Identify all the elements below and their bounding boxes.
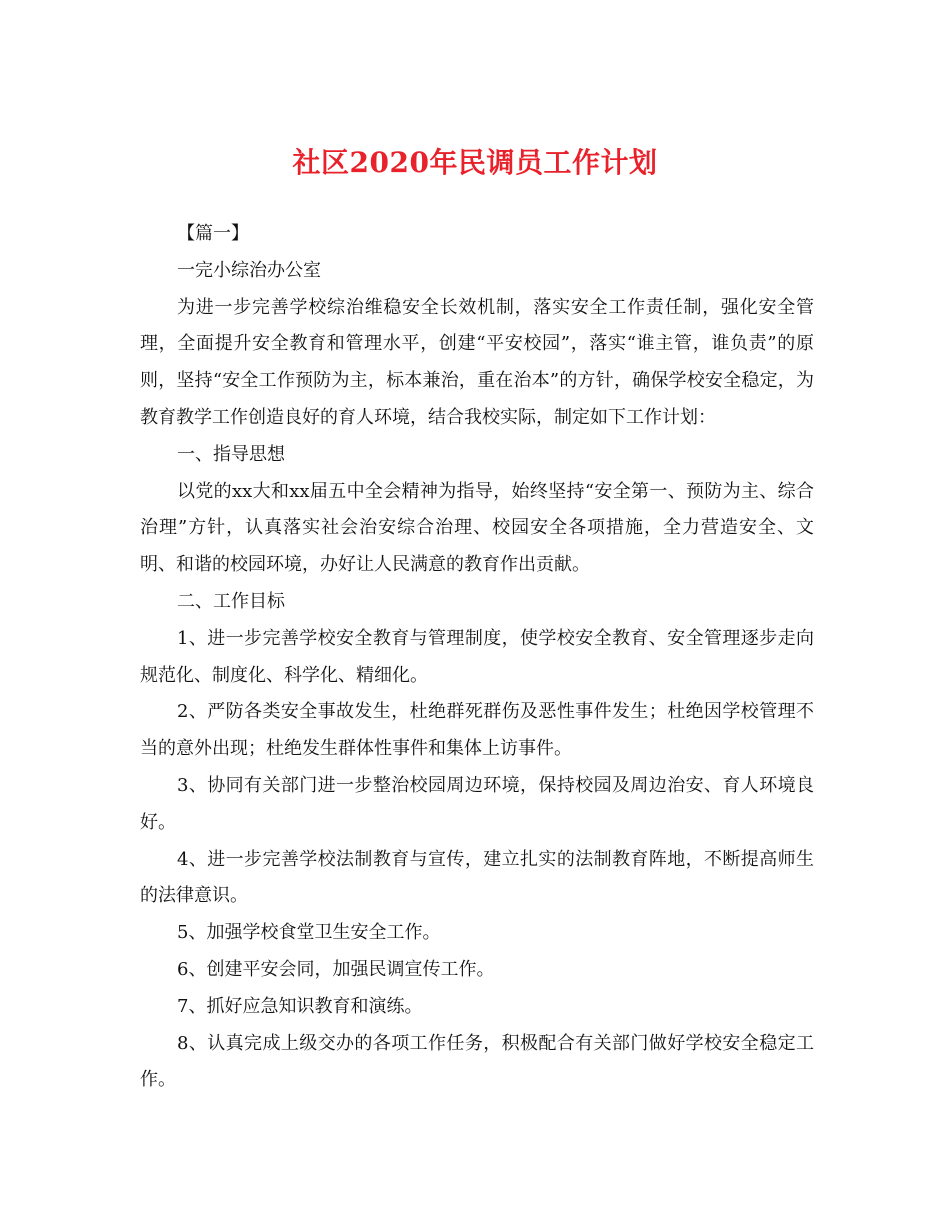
- goal-item: 4、进一步完善学校法制教育与宣传，建立扎实的法制教育阵地，不断提高师生的法律意识。: [140, 848, 814, 907]
- heading-guiding-ideology: 一、指导思想: [177, 443, 285, 465]
- document-title: 社区2020年民调员工作计划: [292, 146, 658, 179]
- goal-item: 1、进一步完善学校安全教育与管理制度，使学校安全教育、安全管理逐步走向规范化、制度化、科学化、精细化。: [140, 627, 814, 686]
- goal-item: 5、加强学校食堂卫生安全工作。: [177, 922, 441, 944]
- heading-work-goals: 二、工作目标: [177, 590, 285, 612]
- guiding-ideology-paragraph: 以党的xx大和xx届五中全会精神为指导，始终坚持“安全第一、预防为主、综合治理”方针，认真落实社会治安综合治理、校园安全各项措施，全力营造安全、文明、和谐的校园环境，办好让人民满意的教育作出贡献。: [140, 480, 814, 576]
- goal-item: 6、创建平安会同，加强民调宣传工作。: [177, 958, 495, 980]
- goal-item: 2、严防各类安全事故发生，杜绝群死群伤及恶性事件发生；杜绝因学校管理不当的意外出现；杜绝发生群体性事件和集体上访事件。: [140, 701, 814, 760]
- intro-paragraph: 为进一步完善学校综治维稳安全长效机制，落实安全工作责任制，强化安全管理，全面提升安全教育和管理水平，创建“平安校园”，落实“谁主管，谁负责”的原则，坚持“安全工作预防为主，标本兼治，重在治本”的方针，确保学校安全稳定，为教育教学工作创造良好的育人环境，结合我校实际，制定如下工作计划：: [140, 296, 814, 428]
- goal-item: 8、认真完成上级交办的各项工作任务，积极配合有关部门做好学校安全稳定工作。: [140, 1032, 814, 1091]
- goal-item: 7、抓好应急知识教育和演练。: [177, 995, 423, 1017]
- goal-item: 3、协同有关部门进一步整治校园周边环境，保持校园及周边治安、育人环境良好。: [140, 774, 814, 833]
- office-name: 一完小综治办公室: [177, 259, 321, 281]
- section-heading-part-one: 【篇一】: [177, 223, 249, 244]
- document-body: [140, 216, 814, 1099]
